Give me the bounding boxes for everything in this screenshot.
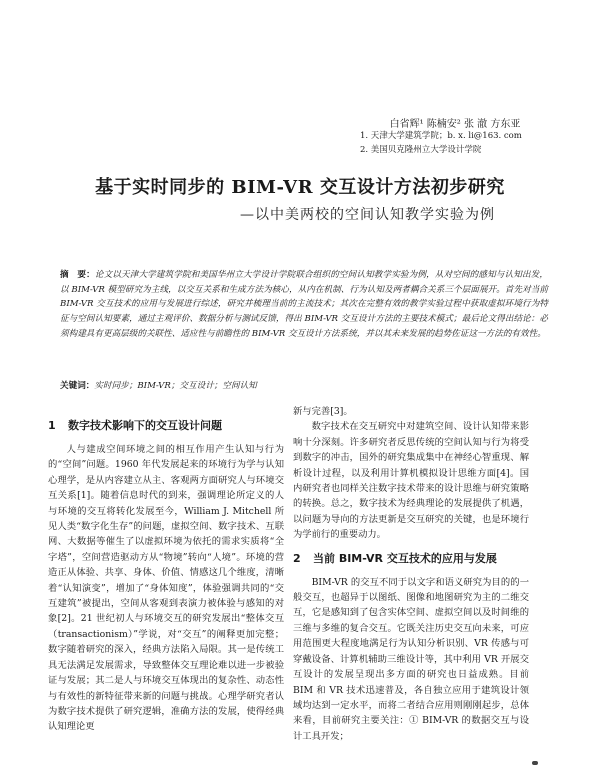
affiliation-1: 1. 天津大学建筑学院；b. x. li@163. com <box>360 131 522 141</box>
abstract-text: 论文以天津大学建筑学院和美国华州立大学设计学院联合组织的空间认知教学实验为例，从对空间的感知与认知出发，以 BIM-VR 模型研究为主线，以交互关系和生成方法为核心，从内在机制、行为认知及两者耦合关系三个层面展开。首先对当前 BIM-VR 交互技术的应用与发展进行综述，研究并梳理当前的主流技术；其次在完整有效的教学实验过程中获取虚拟环境行为特征与空间认知要素，通过主观评价、数据分析与测试反馈，得出 BIM-VR 交互设计方法的主要技术模式；最后论文得出结论：必须构建具有更高层级的关联性、适应性与前瞻性的 BIM-VR 交互设计方法系统，并以其未来发展的趋势佐证这一方法的有效性。 <box>60 270 548 339</box>
continued-paragraph: 新与完善[3]。 <box>293 406 353 417</box>
page-mark <box>532 761 538 765</box>
keywords-label: 关键词： <box>60 381 95 391</box>
section-1-paragraph: 人与建成空间环境之间的相互作用产生认知与行为的“空间”问题。1960 年代发展起来的环境行为学与认知心理学，是从内容建立从主、客观两方面研究人与环境交互关系[1]。随着信息时代的到来，强调理论所定义的人与环境的交互将转化发展至今，William J. Mitchell 所见人类“数字化生存”的问题，虚拟空间、数字技术、互联网、大数据等催生了以虚拟环境为依托的需求实质将“全字塔”，空间营造驱动方从“物境”转向“人境”。环境的营造正从体验、共享、身体、价值、情感这几个维度，清晰着“认知演变”，增加了“身体知度”，体验强调共同的“交互建筑”被提出，空间从客观到表演力被体验与感知的对象[2]。21 世纪初人与环境交互的研究发展出“整体交互（transactionism）”学说，对“交互”的阐释更加完整；数字随着研究的深入，经典方法陷入局限。其一是传统工具无法满足发展需求，导致整体交互理论难以进一步被验证与发展；其二是人与环境交互体现出的复杂性、动态性与有效性的新特征带来新的问题与挑战。心理学研究者认为数字技术提供了研究逻辑，准确方法的发展，使得经典认知理论更 <box>48 444 284 733</box>
section-2-number: 2 <box>293 551 301 565</box>
keywords <box>60 380 548 393</box>
section-1-paragraph-2: 数字技术在交互研究中对建筑空间、设计认知带来影响十分深刻。许多研究者反思传统的空间认知与行为将受到数字的冲击，国外的研究集成集中在神经心智重现、解析设计过程，以及利用计算机模拟设计思维方面[4]。国内研究者也同样关注数字技术带来的设计思维与研究策略的转换。总之，数字技术为经典理论的发展提供了机遇，以问题为导向的方法更新是交互研究的关键，也是环境行为学前行的重要动力。 <box>293 421 529 541</box>
affiliation-2: 2. 美国贝克隆州立大学设计学院 <box>360 145 482 155</box>
keywords-text: 实时同步；BIM-VR；交互设计；空间认知 <box>94 381 257 391</box>
left-column <box>48 416 284 735</box>
section-2-paragraph: BIM-VR 的交互不同于以文字和语义研究为目的的一般交互，也超异于以图纸、图像和地图研究为主的二维交互，它是感知到了包含实体空间、虚拟空间以及时间维的三维与多维的复合交互。它既关注历史交互向未来，可应用范围更大程度地满足行为认知分析识别、VR 传感与可穿戴设备、计算机辅助三维设计等，其中利用 VR 开展交互设计的发展呈现出多方面的研究也日益成熟。目前 BIM 和 VR 技术迅速普及，各自独立应用于建筑设计领域均达到一定水平，而将二者结合应用则刚刚起步，总体来看，目前研究主要关注：① BIM-VR 的数据交互与设计工具开发； <box>293 576 529 742</box>
section-1-number: 1 <box>48 419 56 432</box>
abstract <box>60 268 548 342</box>
section-2-heading <box>293 549 529 569</box>
section-1-heading <box>48 416 284 436</box>
author-list: 白省辉¹ 陈楠安² 张 澈 方东亚 <box>389 119 521 130</box>
right-column <box>293 404 529 744</box>
paper-title: 基于实时同步的 BIM-VR 交互设计方法初步研究 <box>95 177 505 198</box>
section-2-title: 当前 BIM-VR 交互技术的应用与发展 <box>313 551 497 565</box>
abstract-label: 摘 要： <box>60 270 95 280</box>
paper-subtitle: —以中美两校的空间认知教学实验为例 <box>240 207 495 223</box>
section-1-title: 数字技术影响下的交互设计问题 <box>68 419 222 432</box>
